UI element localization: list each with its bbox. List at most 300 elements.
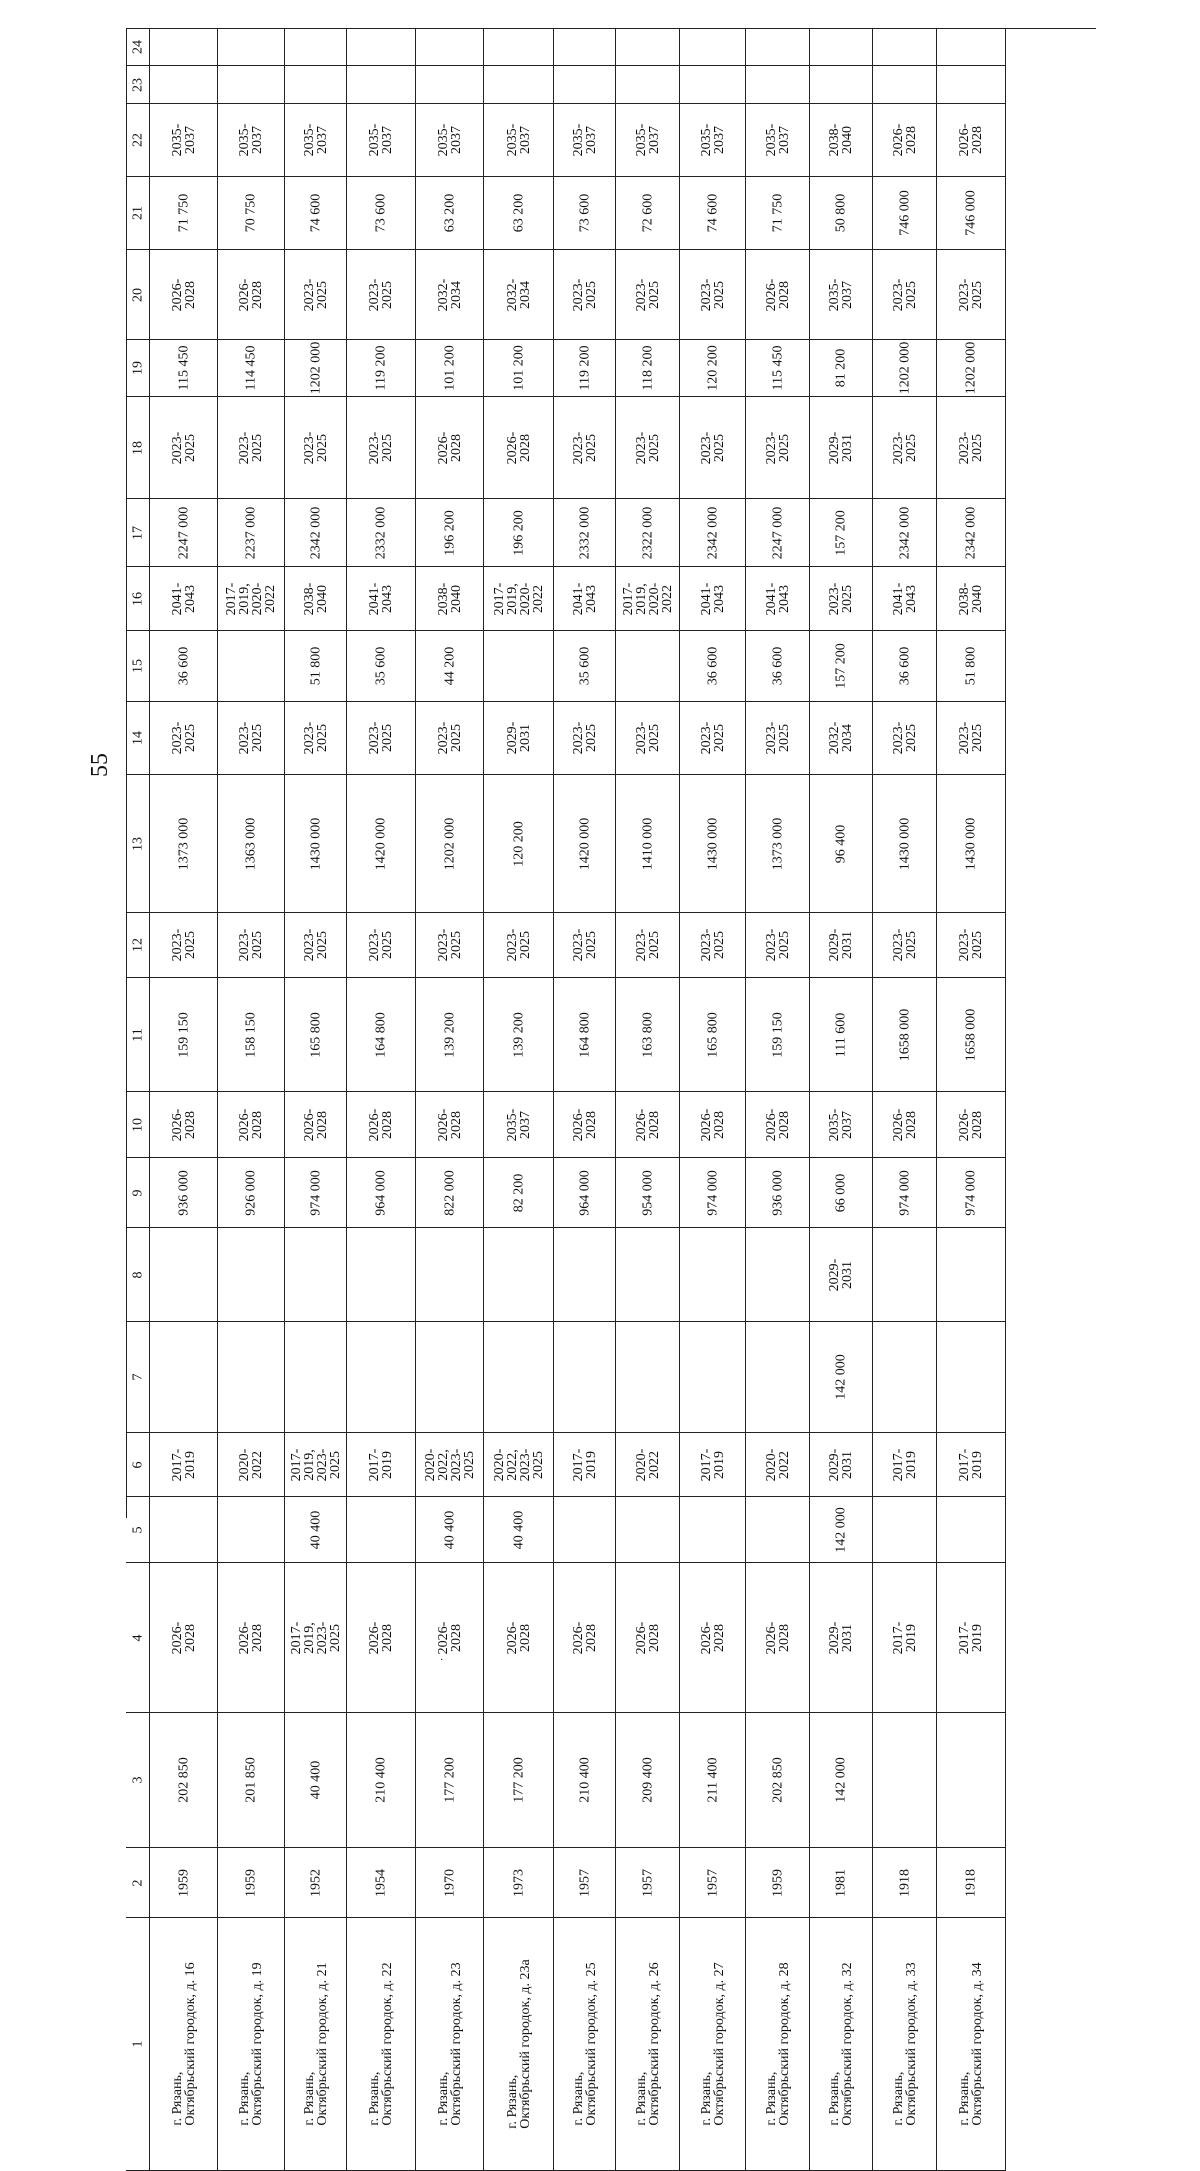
table-cell-text: 2023- 2025 — [169, 928, 198, 962]
table-cell-text: 111 600 — [833, 1012, 849, 1057]
table-cell — [150, 1433, 218, 1497]
table-cell — [680, 28, 746, 66]
table-cell — [150, 104, 218, 177]
table-cell-text: 81 200 — [833, 348, 849, 388]
table-cell-text: 2032- 2034 — [504, 278, 533, 311]
table-cell-text: 1918 — [963, 1868, 979, 1897]
table-cell — [616, 1497, 680, 1563]
table-cell — [937, 397, 1006, 499]
table-cell — [484, 631, 554, 702]
table-cell-text: 2026- 2028 — [504, 1621, 533, 1654]
table-cell-text: 2023- 2025 — [169, 721, 198, 755]
table-cell-text: 36 600 — [770, 646, 785, 686]
table-cell — [873, 1322, 937, 1433]
table-cell — [347, 702, 416, 775]
table-cell — [873, 397, 937, 499]
column-header-23 — [126, 66, 150, 104]
column-header-3 — [126, 1713, 150, 1848]
table-cell — [680, 1228, 746, 1322]
table-cell — [484, 1322, 554, 1433]
table-cell — [937, 499, 1006, 567]
table-cell — [484, 1497, 554, 1563]
table-cell — [218, 631, 285, 702]
table-cell — [416, 340, 484, 397]
table-cell-text: 1952 — [308, 1868, 323, 1897]
table-cell-text: 2026- 2028 — [237, 278, 265, 311]
table-cell-text: 1363 000 — [243, 817, 259, 870]
table-cell-text: 2041- 2043 — [169, 582, 198, 615]
column-header-2-text: 2 — [130, 1879, 145, 1886]
table-cell — [347, 397, 416, 499]
table-cell — [285, 397, 347, 499]
table-cell — [416, 913, 484, 978]
table-cell-text: 119 200 — [373, 345, 389, 391]
table-cell-text: 36 600 — [176, 646, 191, 686]
table-cell — [746, 177, 810, 250]
table-cell — [150, 1092, 218, 1158]
table-cell-text: 2035- 2037 — [301, 123, 330, 157]
table-cell — [150, 702, 218, 775]
address-cell-text: г. Рязань, Октябрьский городок, д. 28 — [763, 1962, 792, 2126]
column-header-10-text: 10 — [130, 1117, 145, 1132]
table-cell-text: 2023- 2025 — [367, 278, 395, 311]
address-cell — [285, 1918, 347, 2171]
table-cell — [873, 1563, 937, 1713]
table-cell — [680, 1848, 746, 1918]
table-cell — [347, 340, 416, 397]
address-cell-text: г. Рязань, Октябрьский городок, д. 27 — [698, 1962, 727, 2126]
table-cell-text: 954 000 — [640, 1169, 655, 1216]
table-cell — [873, 1158, 937, 1228]
table-cell — [810, 631, 873, 702]
table-cell-text: 2035- 2037 — [570, 123, 599, 157]
table-cell — [873, 702, 937, 775]
table-cell-text: 2035- 2037 — [827, 1108, 855, 1141]
table-cell-text: 157 200 — [833, 509, 849, 556]
table-cell-text: 51 800 — [308, 646, 323, 686]
column-header-19 — [126, 340, 150, 397]
table-cell-text: 1202 000 — [897, 341, 912, 395]
table-cell-text: 2026- 2028 — [435, 431, 464, 464]
table-cell — [746, 28, 810, 66]
table-cell — [616, 567, 680, 631]
column-header-8-text: 8 — [130, 1271, 145, 1278]
table-cell-text: 2023- 2025 — [827, 582, 855, 615]
table-cell-text: 2322 000 — [640, 506, 655, 559]
table-cell-text: 2026- 2028 — [237, 1621, 265, 1654]
table-cell-text: 2026- 2028 — [633, 1621, 662, 1654]
column-header-10 — [126, 1092, 150, 1158]
table-cell-text: 1202 000 — [963, 341, 979, 395]
table-cell-text: 66 000 — [833, 1173, 849, 1212]
address-cell-text: г. Рязань, Октябрьский городок, д. 19 — [237, 1962, 265, 2126]
table-cell-text: 70 750 — [243, 193, 259, 233]
address-cell — [554, 1918, 616, 2171]
table-cell — [416, 631, 484, 702]
table-cell-text: 1973 — [511, 1868, 526, 1897]
table-cell-text: 2023- 2025 — [570, 278, 599, 311]
table-cell — [937, 250, 1006, 340]
table-cell-text: 2035- 2037 — [827, 278, 855, 311]
table-cell-text: 142 000 — [833, 1506, 849, 1553]
address-cell — [746, 1918, 810, 2171]
table-cell — [484, 978, 554, 1092]
table-cell-text: 1202 000 — [442, 817, 457, 870]
table-cell-text: 2023- 2025 — [169, 431, 198, 464]
table-cell — [218, 702, 285, 775]
address-cell-text: г. Рязань, Октябрьский городок, д. 21 — [301, 1962, 330, 2126]
table-cell-text: 2017- 2019, 2023- 2025 — [288, 1621, 343, 1654]
table-cell — [150, 1563, 218, 1713]
table-cell — [873, 1497, 937, 1563]
table-cell — [150, 397, 218, 499]
column-header-1 — [126, 1918, 150, 2171]
table-cell-text: 1430 000 — [897, 817, 912, 870]
table-cell — [680, 1563, 746, 1713]
table-cell-text: 2023- 2025 — [435, 721, 464, 755]
table-cell — [746, 1433, 810, 1497]
table-cell-text: 2017- 2019 — [367, 1448, 395, 1481]
table-cell — [937, 1848, 1006, 1918]
table-cell — [416, 1713, 484, 1848]
table-cell — [347, 1848, 416, 1918]
table-cell — [347, 1092, 416, 1158]
table-cell-text: 2023- 2025 — [301, 278, 330, 311]
table-cell — [873, 1228, 937, 1322]
table-cell-text: 964 000 — [373, 1169, 389, 1216]
table-cell — [484, 499, 554, 567]
table-cell-text: 822 000 — [442, 1169, 457, 1216]
table-cell — [810, 104, 873, 177]
table-cell-text: 35 600 — [577, 646, 592, 686]
table-cell — [285, 104, 347, 177]
table-cell — [218, 250, 285, 340]
table-cell — [484, 567, 554, 631]
table-cell — [810, 1563, 873, 1713]
table-cell-text: 164 800 — [373, 1011, 389, 1058]
table-cell — [680, 1158, 746, 1228]
table-cell-text: 2017- 2019, 2020- 2022 — [620, 582, 675, 615]
table-cell — [285, 1713, 347, 1848]
table-cell — [873, 1848, 937, 1918]
table-cell — [285, 66, 347, 104]
table-cell — [810, 28, 873, 66]
table-cell-text: 2342 000 — [897, 506, 912, 559]
table-cell-text: 1410 000 — [640, 817, 655, 870]
table-cell-text: 2023- 2025 — [763, 431, 792, 464]
table-cell — [937, 775, 1006, 913]
table-cell — [554, 28, 616, 66]
table-cell-text: 2032- 2034 — [827, 721, 855, 755]
table-cell — [150, 631, 218, 702]
table-cell-text: 2023- 2025 — [301, 721, 330, 755]
table-cell-text: 2023- 2025 — [367, 431, 395, 464]
table-cell — [347, 250, 416, 340]
table-cell-text: 2041- 2043 — [698, 582, 727, 615]
table-cell-text: 2026- 2028 — [237, 1108, 265, 1141]
address-cell — [150, 1918, 218, 2171]
table-cell — [937, 913, 1006, 978]
table-cell-text: 2017- 2019 — [570, 1448, 599, 1481]
column-header-12-text: 12 — [130, 938, 145, 952]
table-cell-text: 44 200 — [442, 646, 457, 686]
table-cell — [810, 499, 873, 567]
table-cell-text: 2035- 2037 — [237, 123, 265, 157]
table-cell-text: 2026- 2028 — [763, 1108, 792, 1141]
table-cell — [616, 978, 680, 1092]
table-cell — [680, 978, 746, 1092]
table-cell-text: 2026- 2028 — [763, 1621, 792, 1654]
column-header-5-text: 5 — [130, 1526, 145, 1533]
address-cell — [218, 1918, 285, 2171]
table-cell — [746, 1322, 810, 1433]
table-cell-text: 2023- 2025 — [698, 721, 727, 755]
table-cell — [150, 1713, 218, 1848]
table-cell — [873, 104, 937, 177]
table-cell-text: 1373 000 — [770, 817, 785, 870]
table-cell — [416, 1497, 484, 1563]
table-cell — [746, 1158, 810, 1228]
table-cell — [416, 702, 484, 775]
table-cell — [680, 1713, 746, 1848]
table-cell-text: 119 200 — [577, 345, 592, 391]
table-cell — [680, 66, 746, 104]
table-cell — [746, 1563, 810, 1713]
table-cell-text: 2017- 2019 — [698, 1448, 727, 1481]
table-cell — [416, 397, 484, 499]
table-cell — [937, 177, 1006, 250]
table-cell — [285, 250, 347, 340]
table-cell — [937, 1713, 1006, 1848]
table-cell-text: 2237 000 — [243, 506, 259, 559]
table-cell — [873, 28, 937, 66]
table-cell — [484, 775, 554, 913]
table-cell — [554, 702, 616, 775]
table-cell — [616, 177, 680, 250]
table-cell — [810, 1158, 873, 1228]
address-cell-text: г. Рязань, Октябрьский городок, д. 34 — [957, 1962, 985, 2126]
table-cell — [746, 397, 810, 499]
table-cell-text: 2026- 2028 — [301, 1108, 330, 1141]
table-cell-text: 2247 000 — [770, 506, 785, 559]
table-cell-text: 2041- 2043 — [763, 582, 792, 615]
table-cell-text: 2035- 2037 — [698, 123, 727, 157]
table-cell-text: 50 800 — [833, 193, 849, 233]
table-cell-text: 2026- 2028 — [435, 1108, 464, 1141]
table-cell-text: 51 800 — [963, 646, 979, 686]
table-cell-text: 2023- 2025 — [237, 431, 265, 464]
column-header-18 — [126, 397, 150, 499]
table-cell-text: 2023- 2025 — [301, 431, 330, 464]
table-cell-text: 139 200 — [442, 1011, 457, 1058]
address-cell — [616, 1918, 680, 2171]
table-cell — [150, 567, 218, 631]
table-cell-text: 2017- 2019, 2020- 2022 — [224, 582, 278, 615]
column-header-20 — [126, 250, 150, 340]
address-cell-text: г. Рязань, Октябрьский городок, д. 22 — [367, 1962, 395, 2126]
column-header-7-text: 7 — [130, 1373, 145, 1381]
table-cell — [810, 775, 873, 913]
table-cell — [150, 177, 218, 250]
table-cell — [416, 1322, 484, 1433]
table-cell-text: 202 850 — [176, 1757, 191, 1803]
column-header-2 — [126, 1848, 150, 1918]
table-cell-text: 2029- 2031 — [504, 721, 533, 755]
table-cell-text: 159 150 — [770, 1011, 785, 1058]
table-cell-text: 2023- 2025 — [237, 721, 265, 755]
table-cell — [746, 499, 810, 567]
address-cell-text: г. Рязань, Октябрьский городок, д. 23 — [435, 1962, 464, 2126]
table-cell — [347, 1497, 416, 1563]
table-cell-text: 1430 000 — [963, 817, 979, 870]
table-cell-text: 2026- 2028 — [633, 1108, 662, 1141]
table-cell-text: 2023- 2025 — [367, 721, 395, 755]
table-cell-text: 2023- 2025 — [698, 431, 727, 464]
table-cell-text: 35 600 — [373, 646, 389, 686]
table-cell-text: 115 450 — [770, 345, 785, 391]
table-cell-text: 115 450 — [176, 345, 191, 391]
table-cell — [616, 1848, 680, 1918]
column-header-23-text: 23 — [130, 77, 145, 92]
table-cell-text: 211 400 — [705, 1757, 720, 1803]
table-cell-text: 40 400 — [442, 1510, 457, 1549]
table-cell-text: 964 000 — [577, 1169, 592, 1216]
table-cell-text: 2035- 2037 — [169, 123, 198, 157]
table-cell — [554, 1848, 616, 1918]
column-header-16 — [126, 567, 150, 631]
table-cell — [937, 1322, 1006, 1433]
table-cell-text: 163 800 — [640, 1011, 655, 1058]
table-cell — [218, 913, 285, 978]
table-cell — [554, 567, 616, 631]
table-cell-text: 201 850 — [243, 1757, 259, 1803]
table-cell — [416, 1848, 484, 1918]
table-cell — [810, 1228, 873, 1322]
table-cell-text: 2026- 2028 — [890, 1108, 919, 1141]
table-cell — [484, 177, 554, 250]
table-cell — [150, 66, 218, 104]
table-cell — [937, 1563, 1006, 1713]
table-cell-text: 2023- 2025 — [367, 928, 395, 962]
table-cell-text: 36 600 — [705, 646, 720, 686]
table-cell-text: 2020- 2022 — [633, 1448, 662, 1481]
table-cell — [150, 340, 218, 397]
table-cell — [218, 1848, 285, 1918]
table-cell — [285, 567, 347, 631]
table-cell-text: 210 400 — [373, 1757, 389, 1803]
column-header-15-text: 15 — [130, 659, 145, 673]
table-cell-text: 2029- 2031 — [827, 928, 855, 962]
table-cell — [285, 1433, 347, 1497]
table-cell — [150, 1322, 218, 1433]
table-cell — [873, 913, 937, 978]
table-cell-text: 73 600 — [577, 193, 592, 233]
page-number: 55 — [87, 753, 113, 777]
table-cell — [616, 1158, 680, 1228]
table-cell-text: 1918 — [897, 1868, 912, 1897]
table-cell — [810, 1848, 873, 1918]
address-cell — [873, 1918, 937, 2171]
column-header-17 — [126, 499, 150, 567]
column-header-4 — [126, 1563, 150, 1713]
table-cell — [680, 1433, 746, 1497]
table-cell-text: 101 200 — [511, 345, 526, 391]
address-cell-text: г. Рязань, Октябрьский городок, д. 23а — [504, 1959, 533, 2129]
column-header-18-text: 18 — [130, 440, 145, 455]
table-cell — [554, 775, 616, 913]
table-cell — [218, 104, 285, 177]
table-cell-text: 746 000 — [897, 190, 912, 236]
table-cell-text: 209 400 — [640, 1757, 655, 1803]
table-cell-text: 2026- 2028 — [169, 1621, 198, 1654]
table-cell-text: 2026- 2028 — [169, 1108, 198, 1141]
table-cell — [873, 631, 937, 702]
table-cell — [937, 978, 1006, 1092]
table-cell-text: 2038- 2040 — [435, 582, 464, 615]
table-cell-text: 2035- 2037 — [504, 1108, 533, 1141]
table-cell — [680, 499, 746, 567]
table-cell — [347, 1713, 416, 1848]
table-cell-text: 2023- 2025 — [633, 721, 662, 755]
table-cell — [873, 567, 937, 631]
table-cell — [746, 104, 810, 177]
table-cell — [810, 1713, 873, 1848]
table-cell — [937, 28, 1006, 66]
table-cell — [937, 1092, 1006, 1158]
table-cell — [484, 66, 554, 104]
table-cell — [554, 913, 616, 978]
table-cell — [680, 397, 746, 499]
table-cell — [873, 775, 937, 913]
table-cell — [810, 1433, 873, 1497]
table-cell-text: 2020- 2022, 2023- 2025 — [491, 1448, 546, 1481]
table-cell — [484, 397, 554, 499]
table-cell-text: 2020- 2022, 2023- 2025 — [422, 1448, 477, 1481]
table-cell-text: 2035- 2037 — [633, 123, 662, 157]
table-cell-text: 2038- 2040 — [957, 582, 985, 615]
table-cell — [746, 66, 810, 104]
table-cell — [347, 177, 416, 250]
table-cell — [616, 1433, 680, 1497]
table-cell — [873, 499, 937, 567]
table-cell-text: 2035- 2037 — [367, 123, 395, 157]
table-cell-text: 2017- 2019, 2020- 2022 — [491, 582, 546, 615]
column-header-9-text: 9 — [130, 1189, 145, 1196]
table-cell-text: 2026- 2028 — [698, 1108, 727, 1141]
table-cell-text: 1959 — [243, 1868, 259, 1897]
table-cell — [680, 104, 746, 177]
table-cell — [285, 1848, 347, 1918]
table-cell-text: 1430 000 — [308, 817, 323, 870]
table-cell — [746, 1497, 810, 1563]
address-cell — [484, 1918, 554, 2171]
footer-mark: · — [440, 1655, 444, 1666]
column-header-20-text: 20 — [130, 287, 145, 302]
table-cell — [554, 1322, 616, 1433]
table-cell — [746, 1713, 810, 1848]
table-cell-text: 2332 000 — [373, 506, 389, 559]
table-cell-text: 2023- 2025 — [957, 431, 985, 464]
table-cell — [285, 631, 347, 702]
table-cell — [484, 1713, 554, 1848]
table-cell-text: 118 200 — [640, 345, 655, 391]
table-cell-text: 2017- 2019 — [957, 1448, 985, 1481]
table-cell — [554, 631, 616, 702]
table-cell — [937, 340, 1006, 397]
table-cell — [554, 66, 616, 104]
table-cell-text: 2023- 2025 — [633, 431, 662, 464]
table-cell — [285, 499, 347, 567]
